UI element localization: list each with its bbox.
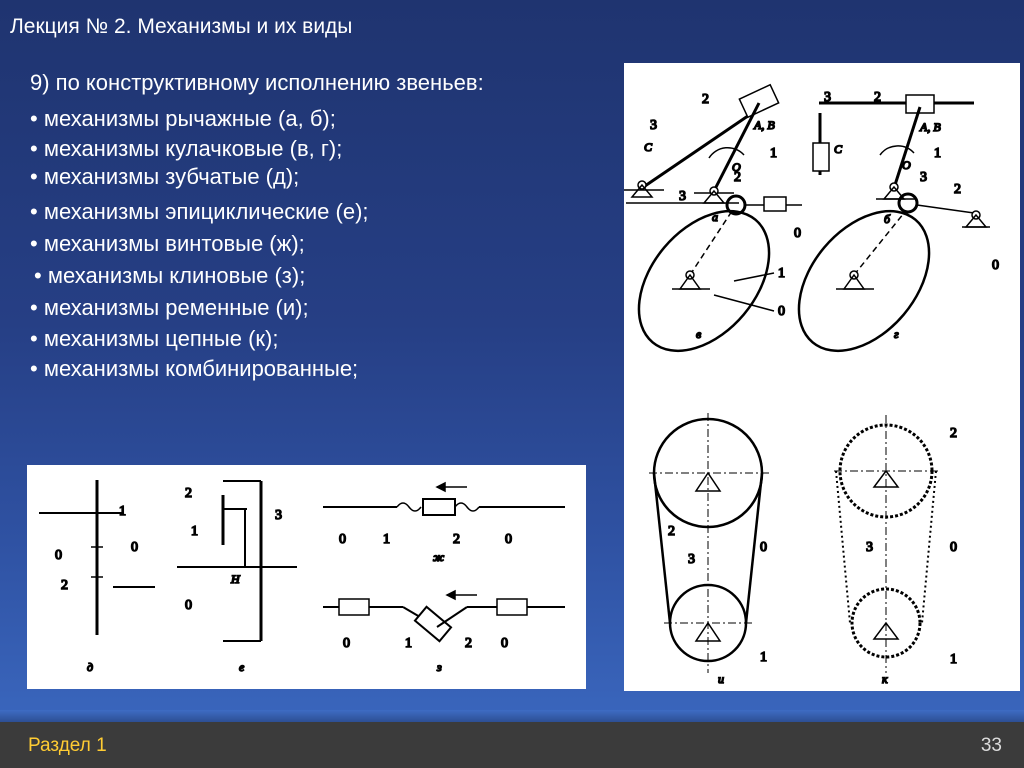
diagram-a-label: 3 [679,189,686,204]
diagram-i-label: 3 [688,552,695,567]
diagram-a-label: O [732,160,741,174]
list-item: • механизмы цепные (к); [30,326,279,351]
footer-section-label: Раздел 1 [28,735,107,756]
diagram-z-wedge [323,591,565,674]
diagram-b-label: 1 [934,146,941,161]
diagram-i-belt-drive [649,413,769,686]
diagram-e-label: H [231,572,240,586]
diagram-b-linkage [813,90,999,273]
diagram-a-label: 1 [770,146,777,161]
mechanisms-diagram-panel-right [624,63,1020,691]
diagram-z-label: 0 [343,636,350,651]
mechanisms-diagram-panel-bottom [27,465,586,689]
diagram-a-label: 3 [650,118,657,133]
diagram-i-caption: и [718,672,724,686]
diagram-a-label: 2 [734,170,741,185]
diagram-z-label: 2 [465,636,472,651]
diagram-a-label: C [644,140,653,154]
diagram-k-label: 1 [950,652,957,667]
diagram-g-caption: г [894,327,899,341]
diagram-b-label: 2 [954,182,961,197]
diagram-a-label: 0 [794,226,801,241]
diagram-zh-label: 2 [453,532,460,547]
diagram-zh-label: 0 [339,532,346,547]
diagram-d-label: 0 [131,540,138,555]
diagram-k-caption: к [882,672,888,686]
diagram-z-label: 1 [405,636,412,651]
list-item: • механизмы ременные (и); [30,295,309,320]
diagram-a-label: 2 [702,92,709,107]
diagram-zh-caption: ж [433,550,445,564]
diagram-zh-screw [323,483,565,564]
diagram-e-label: 3 [275,508,282,523]
diagram-k-label: 3 [866,540,873,555]
diagram-b-label: A, B [920,120,941,134]
diagram-z-label: 0 [501,636,508,651]
diagram-b-label: 2 [874,90,881,105]
list-item: • механизмы эпициклические (е); [30,199,369,224]
diagram-d-label: 2 [61,578,68,593]
diagram-b-label: O [902,158,911,172]
diagram-k-chain-drive [834,415,957,686]
diagram-b-caption: б [884,212,891,226]
diagram-d-caption: д [87,660,94,674]
slide-title: Лекция № 2. Механизмы и их виды [10,15,353,38]
diagram-a-label: A, B [754,118,775,132]
footer [0,722,1024,768]
diagram-v-label: 1 [778,266,785,281]
diagram-k-label: 2 [950,426,957,441]
diagram-zh-label: 1 [383,532,390,547]
list-item: • механизмы кулачковые (в, г); [30,136,343,161]
page-number: 33 [980,735,1002,756]
diagram-i-label: 1 [760,650,767,665]
diagram-d-label: 1 [119,504,126,519]
diagram-k-label: 0 [950,540,957,555]
diagram-v-label: 0 [778,304,785,319]
diagram-v-cam [624,186,795,375]
diagram-d-gear [39,480,155,674]
diagram-a-linkage [624,85,802,241]
diagram-a-caption: а [712,210,718,224]
list-item: • механизмы зубчатые (д); [30,164,300,189]
diagram-d-label: 0 [55,548,62,563]
diagram-b-label: 3 [824,90,831,105]
diagram-b-label: C [834,142,843,156]
list-item: • механизмы винтовые (ж); [30,231,305,256]
diagram-g-cam [773,186,956,375]
diagram-v-caption: в [696,327,702,341]
diagram-zh-label: 0 [505,532,512,547]
list-item: • механизмы клиновые (з); [34,263,306,288]
diagram-e-label: 0 [185,598,192,613]
diagram-z-caption: з [437,660,442,674]
diagram-e-caption: е [239,660,245,674]
diagram-b-label: 0 [992,258,999,273]
diagram-e-label: 2 [185,486,192,501]
diagram-b-label: 3 [920,170,927,185]
list-item: • механизмы рычажные (а, б); [30,106,336,131]
diagram-e-label: 1 [191,524,198,539]
list-item: • механизмы комбинированные; [30,356,359,381]
diagram-i-label: 2 [668,524,675,539]
diagram-i-label: 0 [760,540,767,555]
diagram-e-epicyclic [177,481,297,674]
list-heading: 9) по конструктивному исполнению звеньев: [30,70,484,95]
